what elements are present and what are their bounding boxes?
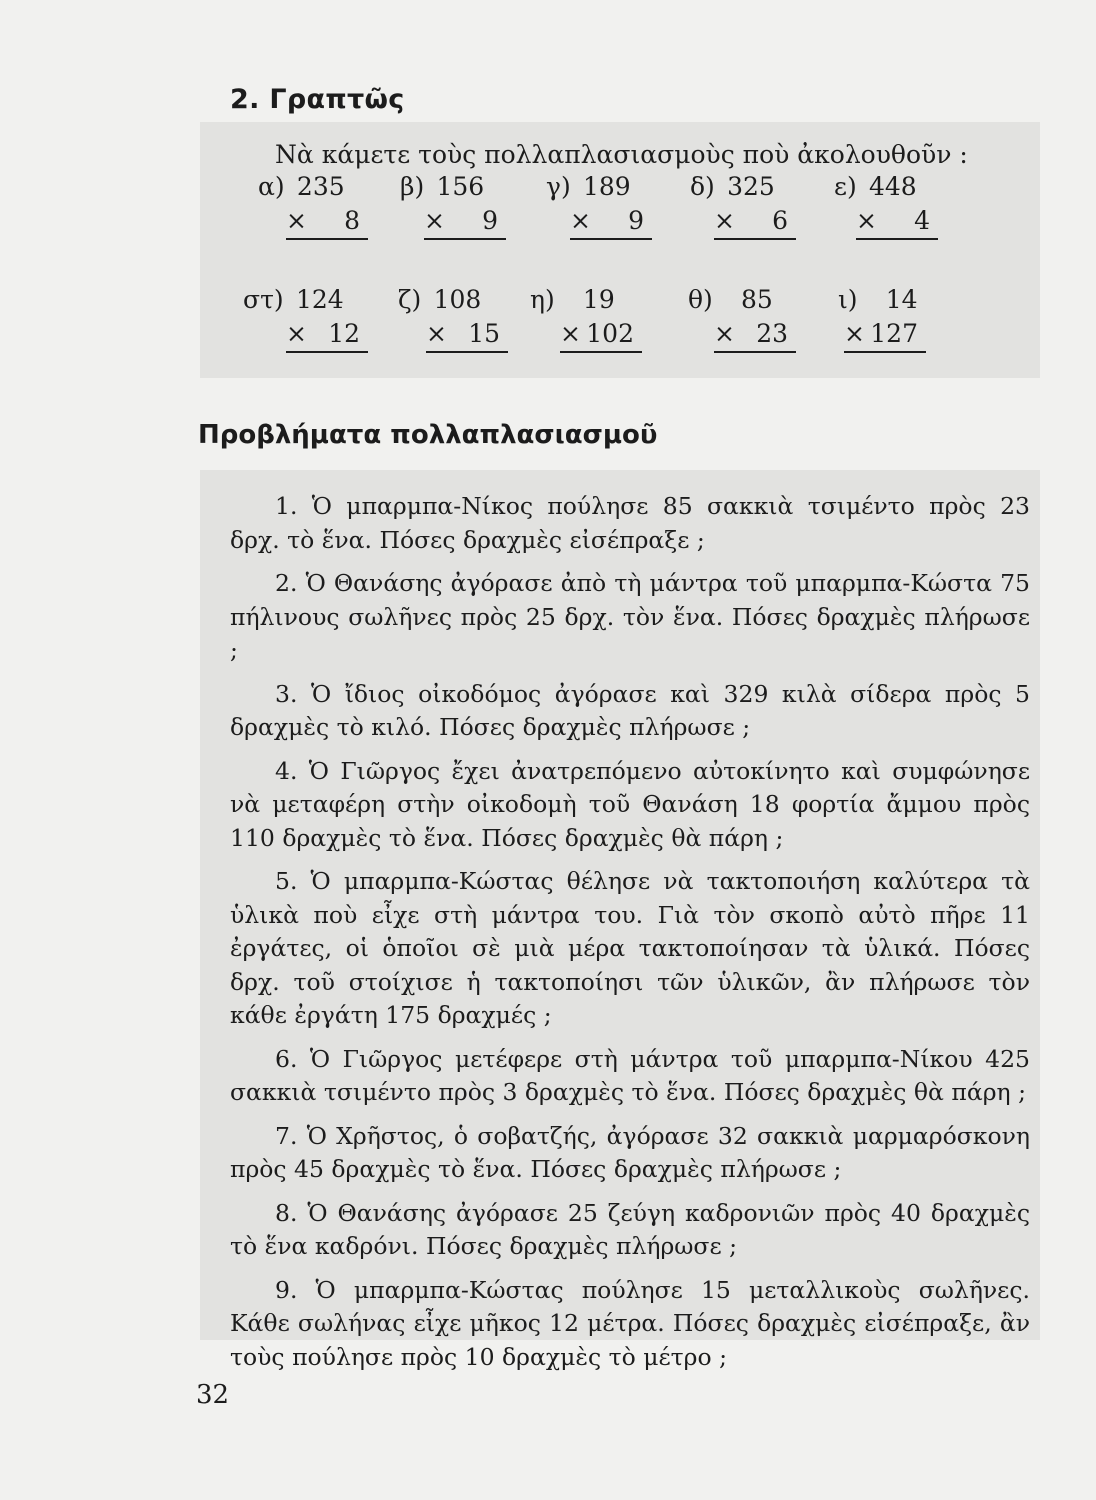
problem-item: 2. Ὁ Θανάσης ἀγόρασε ἀπὸ τὴ μάντρα τοῦ μπαρμπα-Κώστα 75 πήλινους σωλῆνες πρὸς 25 δρχ. τὸν ἕνα. Πόσες δραχμὲς πλήρωσε ; — [230, 569, 1030, 664]
multiplication-item: β) 156 × 9 — [400, 170, 506, 240]
problem-item: 8. Ὁ Θανάσης ἀγόρασε 25 ζεύγη καδρονιῶν πρὸς 40 δραχμὲς τὸ ἕνα καδρόνι. Πόσες δραχμὲς πλήρωσε ; — [230, 1198, 1030, 1260]
page-number: 32 — [196, 1380, 230, 1410]
section-heading: 2. Γραπτῶς — [230, 84, 405, 115]
multiplication-item: δ) 325 × 6 — [690, 170, 796, 240]
multiplication-item: ζ) 108 × 15 — [398, 283, 508, 353]
problem-item: 7. Ὁ Χρῆστος, ὁ σοβατζής, ἀγόρασε 32 σακκιὰ μαρμαρόσκονη πρὸς 45 δραχμὲς τὸ ἕνα. Πόσες δραχμὲς πλήρωσε ; — [230, 1121, 1030, 1183]
problem-item: 4. Ὁ Γιῶργος ἔχει ἀνατρεπόμενο αὐτοκίνητο καὶ συμφώνησε νὰ μεταφέρη στὴν οἰκοδομὴ τοῦ Θανάση 18 φορτία ἄμμου πρὸς 110 δραχμὲς τὸ ἕνα. Πόσες δραχμὲς θὰ πάρη ; — [230, 756, 1030, 852]
multiplication-item: ε) 448 × 4 — [834, 170, 938, 240]
problem-item: 5. Ὁ μπαρμπα-Κώστας θέλησε νὰ τακτοποιήση καλύτερα τὰ ὑλικὰ ποὺ εἶχε στὴ μάντρα του. Γιὰ τὸν σκοπὸ αὐτὸ πῆρε 11 ἐργάτες, οἱ ὁποῖοι σὲ μιὰ μέρα τακτοποίησαν τὰ ὑλικά. Πόσες δρχ. τοῦ στοίχισε ἡ τακτοποίησι τῶν ὑλικῶν, ἂν πλήρωσε τὸν κάθε ἐργάτη 175 δραχμές ; — [230, 867, 1030, 1029]
multiplication-item: α) 235 × 8 — [258, 170, 368, 240]
problem-item: 9. Ὁ μπαρμπα-Κώστας πούλησε 15 μεταλλικοὺς σωλῆνες. Κάθε σωλήνας εἶχε μῆκος 12 μέτρα. Πόσες δραχμὲς εἰσέπραξε, ἂν τοὺς πούλησε πρὸς 10 δραχμὲς τὸ μέτρο ; — [230, 1275, 1030, 1371]
problem-item: 1. Ὁ μπαρμπα-Νίκος πούλησε 85 σακκιὰ τσιμέντο πρὸς 23 δρχ. τὸ ἕνα. Πόσες δραχμὲς εἰσέπραξε ; — [230, 492, 1030, 554]
problems-title: Προβλήματα πολλαπλασιασμοῦ — [198, 420, 658, 450]
multiplication-item: θ) 85 × 23 — [688, 283, 796, 353]
multiplication-item: η) 19 × 102 — [530, 283, 642, 353]
instruction-text: Νὰ κάμετε τοὺς πολλαπλασιασμοὺς ποὺ ἀκολουθοῦν : — [275, 140, 968, 169]
multiplication-item: ι) 14 × 127 — [838, 283, 926, 353]
problem-item: 3. Ὁ ἴδιος οἰκοδόμος ἀγόρασε καὶ 329 κιλὰ σίδερα πρὸς 5 δραχμὲς τὸ κιλό. Πόσες δραχμὲς πλήρωσε ; — [230, 679, 1030, 741]
multiplication-item: στ) 124 × 12 — [243, 283, 368, 353]
problems-list — [230, 490, 1030, 1384]
problem-item: 6. Ὁ Γιῶργος μετέφερε στὴ μάντρα τοῦ μπαρμπα-Νίκου 425 σακκιὰ τσιμέντο πρὸς 3 δραχμὲς τὸ ἕνα. Πόσες δραχμὲς θὰ πάρη ; — [230, 1044, 1030, 1106]
multiplication-item: γ) 189 × 9 — [546, 170, 652, 240]
